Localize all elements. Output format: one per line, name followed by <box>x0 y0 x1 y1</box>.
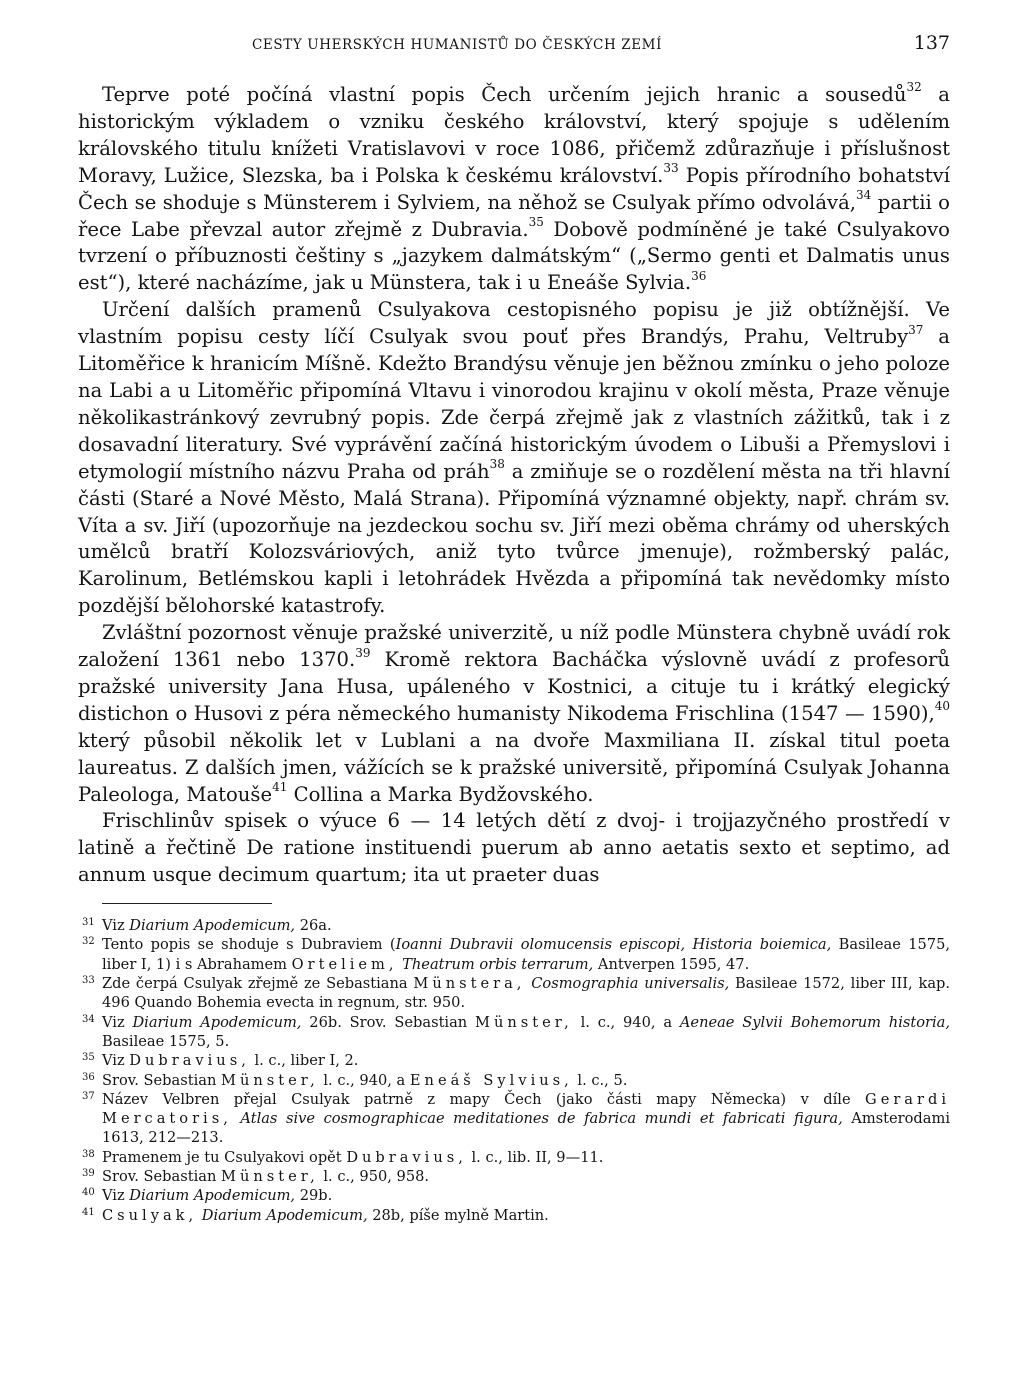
footnotes <box>78 916 950 1225</box>
paragraph <box>78 297 950 620</box>
text-run: partii o řece Labe převzal autor zřejmě z Dubravia. <box>78 190 950 241</box>
footnote <box>78 916 950 935</box>
footnote-text: l. c., liber I, 2. <box>249 1052 359 1070</box>
footnote-text: Srov. Sebastian <box>102 1168 221 1186</box>
footnote-text: Název Velbren přejal Csulyak patrně z mapy Čech (jako části mapy Německa) v díle <box>102 1090 866 1108</box>
footnote-number: 38 <box>82 1148 95 1160</box>
footnote-text: 26a. <box>295 917 332 935</box>
footnote-text: Viz <box>102 1013 133 1031</box>
footnote-rule <box>102 903 272 904</box>
footnote-text: Srov. Sebastian <box>102 1071 221 1089</box>
page <box>78 30 950 1225</box>
footnote-italic: Aeneae Sylvii Bohemorum historia, <box>679 1013 950 1031</box>
text-run: Frischlinův spisek o výuce 6 — 14 letých dětí z dvoj- i trojjazyčného prostředí v latině a řečtině De ratione instituendi puerum ab anno aetatis sexto et septimo, ad annum usque decimum quartum; ita ut praeter duas <box>78 809 950 887</box>
footnote-text: l. c., 940, a <box>318 1071 410 1089</box>
footnote <box>78 1071 950 1090</box>
footnote-spaced-name: Dubravius, <box>129 1052 250 1070</box>
footnote-text: Basileae 1575, 5. <box>102 1032 230 1050</box>
footnote-ref: 35 <box>528 215 544 229</box>
footnote-ref: 34 <box>855 188 872 203</box>
footnote <box>78 1051 950 1070</box>
footnote-ref: 33 <box>663 161 679 176</box>
footnote-ref: 41 <box>272 780 288 795</box>
footnote <box>78 1090 950 1148</box>
footnote-text: l. c., lib. II, 9—11. <box>466 1148 604 1166</box>
footnote-number: 41 <box>82 1206 95 1218</box>
footnote-ref: 39 <box>355 645 371 660</box>
paragraph <box>78 620 950 808</box>
text-run: Teprve poté počíná vlastní popis Čech určením jejich hranic a sousedů <box>102 83 907 106</box>
footnote <box>78 1206 950 1225</box>
footnote-ref: 37 <box>908 322 924 337</box>
running-head: CESTY UHERSKÝCH HUMANISTŮ DO ČESKÝCH ZEMÍ <box>252 37 663 53</box>
footnote-italic: Atlas sive cosmographicae meditationes de fabrica mundi et fabricati figura, <box>240 1110 843 1128</box>
footnote-spaced-name: Münstera, <box>413 975 526 993</box>
text-run: a zmiňuje se o rozdělení města na tři hlavní části (Staré a Nové Město, Malá Strana). Připomíná významné objekty, např. chrám sv. Víta a sv. Jiří (upozorňuje na jezdeckou sochu sv. Jiří mezi oběma chrámy od uherských umělců bratří Kolozsváriových, aniž tyto tvůrce jmenuje), rožmberský palác, Karolinum, Betlémskou kapli i letohrádek Hvězda a připomíná tak nevědomky místo pozdější bělohorské katastrofy. <box>78 459 951 618</box>
footnote-italic: Cosmographia universalis, <box>531 975 730 993</box>
footnote-number: 33 <box>82 975 95 987</box>
footnote-text: Viz <box>102 1187 130 1205</box>
footnote-text: Viz <box>102 1052 130 1070</box>
page-number: 137 <box>913 32 950 54</box>
footnote-text: l. c., 950, 958. <box>318 1168 430 1186</box>
footnote-italic: Diarium Apodemicum, <box>132 1013 302 1031</box>
footnote <box>78 1167 950 1186</box>
footnote-ref: 36 <box>691 268 707 283</box>
footnote-text: Tento popis se shoduje s Dubraviem ( <box>102 936 396 954</box>
footnote-spaced-name: Csulyak, <box>102 1206 198 1224</box>
footnote-text: Antverpen 1595, 47. <box>593 955 750 973</box>
footnote-text: Basileae 1572, liber III, kap. 496 Quando Bohemia evecta in regnum, str. 950. <box>102 975 951 1012</box>
footnote-text: Amsterodami 1613, 212—213. <box>102 1110 950 1147</box>
text-run: Určení dalších pramenů Csulyakova cestopisného popisu je již obtížnější. Ve vlastním popisu cesty líčí Csulyak svou pouť přes Brandýs, Prahu, Veltruby <box>78 298 950 349</box>
footnote <box>78 1186 950 1205</box>
text-run: Popis přírodního bohatství Čech se shoduje s Münsterem i Sylviem, na něhož se Csulyak přímo odvolává, <box>78 163 950 214</box>
footnote-spaced-name: Münster, <box>475 1013 573 1031</box>
text-run: Kromě rektora Bacháčka výslovně uvádí z profesorů pražské university Jana Husa, upáleného v Kostnici, a cituje tu i krátký elegický distichon o Husovi z péra německého humanisty Nikodema Frischlina (1547 — 1590), <box>78 648 950 725</box>
paragraph <box>78 808 950 889</box>
footnote-number: 39 <box>82 1168 95 1180</box>
footnote <box>78 1013 950 1052</box>
footnote-italic: Diarium Apodemicum, <box>129 917 296 935</box>
footnote-number: 37 <box>82 1090 95 1102</box>
text-run: Dobově podmíněné je také Csulyakovo tvrzení o příbuznosti češtiny s „jazykem dalmátským“ („Sermo genti et Dalmatis unus est“), které nacházíme, jak u Münstera, tak i u Eneáše Sylvia. <box>78 217 950 295</box>
text-run: a historickým výkladem o vzniku českého království, který spojuje s udělením královského titulu knížeti Vratislavovi v roce 1086, přičemž zdůrazňuje i příslušnost Moravy, Lužice, Slezska, ba i Polska k českému království. <box>78 83 950 187</box>
footnote-number: 34 <box>82 1013 95 1025</box>
footnote <box>78 935 950 974</box>
footnote-number: 31 <box>82 917 95 929</box>
footnote-number: 36 <box>82 1071 95 1083</box>
paragraph <box>78 82 950 297</box>
footnote-text: 29b. <box>295 1187 333 1205</box>
footnote-ref: 38 <box>489 457 505 472</box>
footnote-text: Viz <box>102 917 130 935</box>
footnote-text: Pramenem je tu Csulyakovi opět <box>102 1148 347 1166</box>
page-header <box>78 30 950 64</box>
footnote-spaced-name: Orteliem, <box>291 955 398 973</box>
footnote-number: 35 <box>82 1052 95 1064</box>
footnote-text: Basileae 1575, liber I, 1) i s Abrahamem <box>102 936 951 973</box>
footnote-spaced-name: Gerardi Mercatoris, <box>102 1090 950 1128</box>
footnote-italic: Diarium Apodemicum, <box>129 1187 296 1205</box>
footnote-text: 28b, píše mylně Martin. <box>367 1206 549 1224</box>
footnote-text: Zde čerpá Csulyak zřejmě ze Sebastiana <box>102 975 414 993</box>
text-run: a Litoměřice k hranicím Míšně. Kdežto Brandýsu věnuje jen běžnou zmínku o jeho poloze na Labi a u Litoměřic připomíná Vltavu i vinorodou krajinu v okolí města, Praze věnuje několikastránkový zevrubný popis. Zde čerpá zřejmě jak z vlastních zážitků, tak i z dosavadní literatury. Své vyprávění začíná historickým úvodem o Libuši a Přemyslovi i etymologií místního názvu Praha od práh <box>78 325 950 483</box>
body-text <box>78 82 950 889</box>
footnote <box>78 1148 950 1167</box>
footnote-text: l. c., 5. <box>572 1071 628 1089</box>
footnote <box>78 974 950 1013</box>
text-run: který působil několik let v Lublani a na dvoře Maxmiliana II. získal titul poeta laureatus. Z dalších jmen, vážících se k pražské universitě, připomíná Csulyak Johanna Paleologa, Matouše <box>78 728 950 806</box>
footnote-ref: 40 <box>934 699 950 714</box>
footnote-ref: 32 <box>906 80 922 95</box>
footnote-spaced-name: Münster, <box>221 1071 319 1089</box>
footnote-italic: Ioanni Dubravii olomucensis episcopi, Historia boiemica, <box>395 936 832 954</box>
footnote-spaced-name: Eneáš Sylvius, <box>409 1071 573 1089</box>
footnote-number: 40 <box>82 1187 95 1199</box>
footnote-spaced-name: Münster, <box>221 1168 319 1186</box>
footnote-italic: Theatrum orbis terrarum, <box>402 955 594 973</box>
text-run: Zvláštní pozornost věnuje pražské univerzitě, u níž podle Münstera chybně uvádí rok založení 1361 nebo 1370. <box>78 621 950 672</box>
footnote-spaced-name: Dubravius, <box>346 1148 467 1166</box>
text-run: Collina a Marka Bydžovského. <box>287 782 594 806</box>
footnote-italic: Diarium Apodemicum, <box>201 1206 368 1224</box>
footnote-text: l. c., 940, a <box>572 1013 680 1031</box>
footnote-number: 32 <box>82 936 95 948</box>
footnote-text: 26b. Srov. Sebastian <box>301 1013 476 1031</box>
